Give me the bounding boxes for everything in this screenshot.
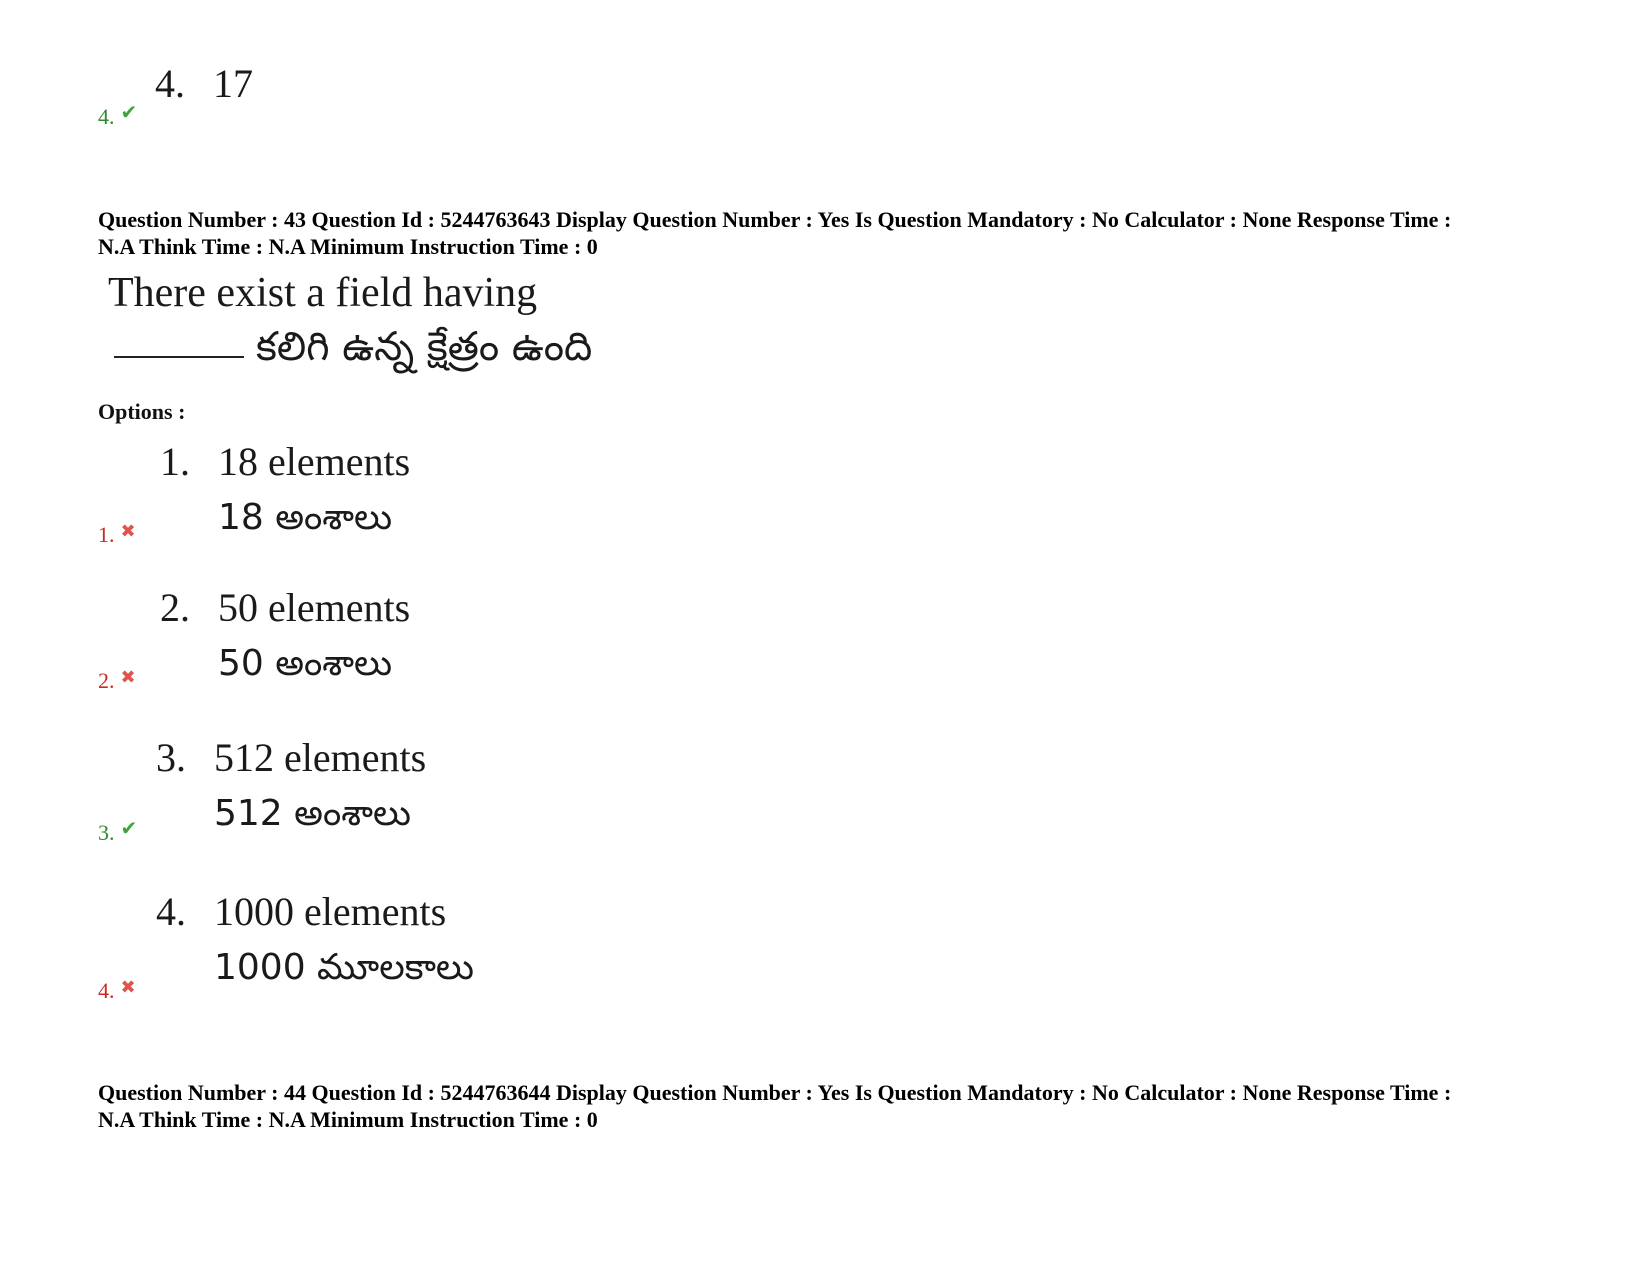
prev-option-4-marker — [98, 100, 138, 129]
option-number: 4. — [155, 61, 185, 106]
question-43-stem-english: There exist a field having — [108, 270, 538, 316]
question-43-meta-line2: N.A Think Time : N.A Minimum Instruction Time : 0 — [98, 234, 598, 259]
cross-icon: ✖ — [120, 667, 136, 688]
option-1-english-line — [160, 440, 410, 484]
option-number: 2. — [160, 585, 190, 630]
option-2-telugu-line — [218, 640, 392, 686]
option-1-marker — [98, 521, 136, 548]
option-4-english-line — [156, 890, 446, 934]
question-43-stem-telugu: కలిగి ఉన్న క్షేత్రం ఉంది — [256, 324, 593, 370]
option-3-english-line — [156, 736, 426, 780]
option-number: 4. — [156, 889, 186, 934]
option-4-telugu-line — [214, 944, 474, 990]
question-44-meta-line2: N.A Think Time : N.A Minimum Instruction Time : 0 — [98, 1107, 598, 1132]
option-number: 1. — [160, 439, 190, 484]
option-english: 17 — [213, 61, 253, 106]
fill-in-blank — [114, 356, 244, 358]
options-label: Options : — [98, 399, 186, 424]
prev-option-4-text — [155, 62, 253, 106]
option-2-marker — [98, 667, 136, 694]
option-english: 1000 elements — [214, 889, 447, 934]
check-icon: ✔ — [120, 816, 138, 840]
option-telugu: 512 అంశాలు — [214, 793, 411, 834]
question-43-meta-line1: Question Number : 43 Question Id : 5244763643 Display Question Number : Yes Is Question Mandatory : No Calculator : None Response Time : — [98, 207, 1452, 232]
option-english: 18 elements — [218, 439, 411, 484]
question-44-meta-line1: Question Number : 44 Question Id : 5244763644 Display Question Number : Yes Is Question Mandatory : No Calculator : None Response Time : — [98, 1080, 1452, 1105]
option-english: 50 elements — [218, 585, 411, 630]
option-3-marker — [98, 816, 138, 845]
marker-label: 1. — [98, 522, 115, 547]
option-3-telugu-line — [214, 790, 411, 836]
option-english: 512 elements — [214, 735, 427, 780]
option-1-telugu-line — [218, 494, 392, 540]
question-44-meta — [98, 1079, 1578, 1133]
option-telugu: 1000 మూలకాలు — [214, 947, 474, 988]
option-4-marker — [98, 977, 136, 1004]
marker-label: 3. — [98, 820, 115, 845]
marker-label: 4. — [98, 104, 115, 129]
option-2-english-line — [160, 586, 410, 630]
option-telugu: 18 అంశాలు — [218, 497, 393, 538]
marker-label: 2. — [98, 668, 115, 693]
question-43-stem-telugu-line — [114, 322, 592, 372]
option-telugu: 50 అంశాలు — [218, 643, 393, 684]
question-43-meta — [98, 206, 1578, 260]
check-icon: ✔ — [120, 100, 138, 124]
cross-icon: ✖ — [120, 977, 136, 998]
cross-icon: ✖ — [120, 521, 136, 542]
marker-label: 4. — [98, 978, 115, 1003]
option-number: 3. — [156, 735, 186, 780]
